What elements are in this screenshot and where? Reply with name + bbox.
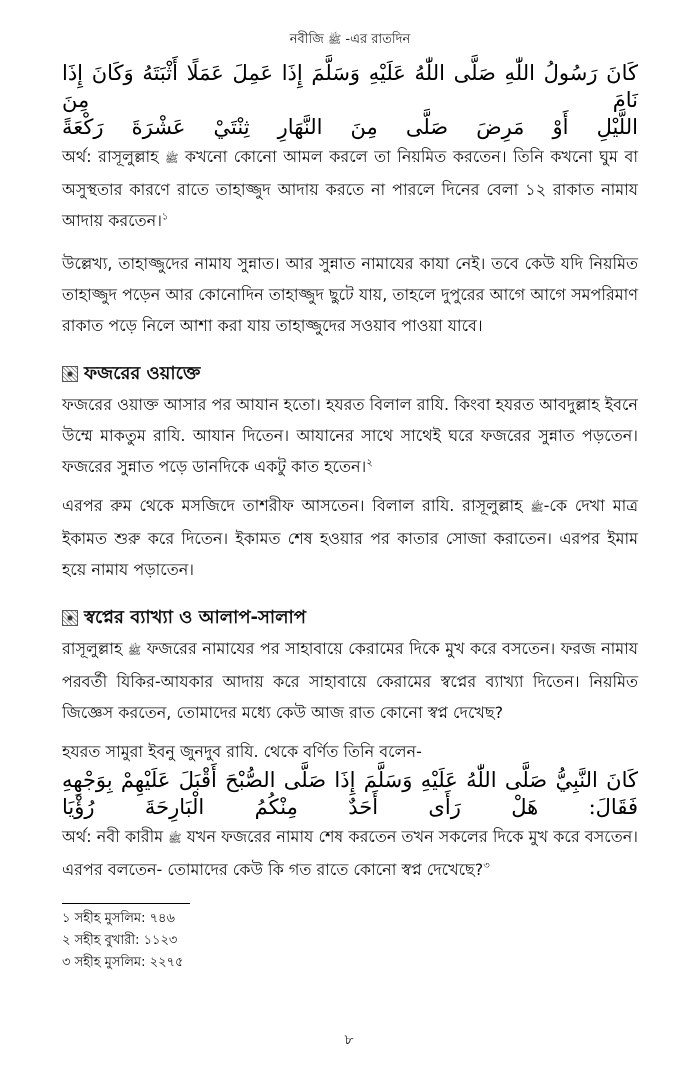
heading-text: ফজরের ওয়াক্তে	[84, 363, 201, 384]
arabic-hadith-1	[62, 60, 638, 141]
paragraph-fajr	[62, 389, 638, 482]
paragraph-note-tahajjud: উল্লেখ্য, তাহাজ্জুদের নামায সুন্নাত। আর সুন্নাত নামাযের কাযা নেই। তবে কেউ যদি নিয়মিত তাহাজ্জুদ পড়েন আর কোনোদিন তাহাজ্জুদ ছুটে যায়, তাহলে দুপুরের আগে আগে সমপরিমাণ রাকাত পড়ে নিলে আশা করা যায় তাহাজ্জুদের সওয়াব পাওয়া যাবে।	[62, 254, 638, 335]
text-run: কখনো কোনো আমল করলে তা নিয়মিত করতেন। তিনি কখনো ঘুম বা অসুস্থতার কারণে রাতে তাহাজ্জুদ আদায় করতে না পারলে দিনের বেলা ১২ রাকাত নামায আদায় করতেন।	[62, 147, 639, 230]
pbuh-symbol: ﷺ	[327, 33, 342, 46]
header-title-part1: নবীজি	[289, 32, 324, 47]
header-title-part2: -এর রাতদিন	[345, 32, 411, 47]
arabic-line: كَانَ رَسُولُ اللّٰهِ صَلَّى اللّٰهُ عَلَيْهِ وَسَلَّمَ إِذَا عَمِلَ عَمَلًا أَثْبَتَهُ وَكَانَ إِذَا نَامَ مِنَ	[62, 61, 638, 112]
arabic-hadith-2	[62, 767, 638, 821]
running-header	[62, 0, 638, 52]
footnote-marker: ৩	[483, 860, 490, 872]
paragraph-dreams	[62, 633, 638, 728]
text-run: অর্থ: রাসূলুল্লাহ	[62, 147, 159, 166]
footnote-item: ৩ সহীহ মুসলিম: ২২৭৫	[62, 955, 184, 970]
footnote-marker: ১	[161, 211, 169, 223]
footnotes	[62, 908, 638, 974]
text-run: যখন ফজরের নামায শেষ করতেন তখন সকলের দিকে মুখ করে বসতেন। এরপর বলতেন- তোমাদের কেউ কি গত রাতে কোনো স্বপ্ন দেখেছে?	[62, 827, 638, 879]
translation-paragraph-2	[62, 821, 638, 885]
footnote-item: ১ সহীহ মুসলিম: ৭৪৬	[62, 911, 175, 926]
pbuh-symbol: ﷺ	[127, 644, 142, 657]
footnote-divider	[62, 903, 190, 904]
arabic-line: اللَّيْلِ أَوْ مَرِضَ صَلَّى مِنَ النَّهَارِ ثِنْتَيْ عَشْرَةَ رَكْعَةً	[62, 115, 638, 139]
heading-text: স্বপ্নের ব্যাখ্যা ও আলাপ-সালাপ	[84, 607, 306, 628]
text-run: ফজরের ওয়াক্ত আসার পর আযান হতো। হযরত বিলাল রাযি. কিংবা হযরত আবদুল্লাহ ইবনে উম্মে মাকতুম রাযি. আযান দিতেন। আযানের সাথে সাথেই ঘরে ফজরের সুন্নাত পড়তেন। ফজরের সুন্নাত পড়ে ডানদিকে একটু কাত হতেন।	[62, 395, 638, 476]
pbuh-symbol: ﷺ	[165, 152, 179, 165]
pbuh-symbol: ﷺ	[168, 832, 182, 845]
footnote-marker: ২	[366, 457, 373, 469]
section-heading-dreams	[62, 603, 638, 633]
translation-paragraph-1	[62, 141, 638, 236]
paragraph-iqamat	[62, 490, 638, 585]
ornament-icon	[62, 610, 78, 626]
arabic-line: كَانَ النَّبِيُّ صَلَّى اللّٰهُ عَلَيْهِ وَسَلَّمَ إِذَا صَلَّى الصُّبْحَ أَقْبَلَ عَلَيْهِمْ بِوَجْهِهِ	[62, 768, 638, 792]
page-number: ৮	[344, 1032, 354, 1048]
text-run: অর্থ: নবী কারীম	[62, 827, 164, 846]
text-run: -কে দেখা মাত্র ইকামত শুরু করে দিতেন। ইকামত শেষ হওয়ার পর কাতার সোজা করাতেন। এরপর ইমাম হয়ে নামায পড়াতেন।	[62, 496, 638, 579]
paragraph-samura: হযরত সামুরা ইবনু জুনদুব রাযি. থেকে বর্ণিত তিনি বলেন-	[62, 742, 422, 761]
ornament-icon	[62, 366, 78, 382]
section-heading-fajr	[62, 359, 638, 389]
pbuh-symbol: ﷺ	[530, 501, 544, 514]
arabic-line: فَقَالَ: هَلْ رَأَى أَحَدٌ مِنْكُمُ الْبَارِحَةَ رُؤْيَا	[62, 795, 638, 819]
footnote-item: ২ সহীহ বুখারী: ১১২৩	[62, 933, 178, 948]
text-run: রাসূলুল্লাহ	[62, 639, 123, 658]
text-run: এরপর রুম থেকে মসজিদে তাশরীফ আসতেন। বিলাল রাযি. রাসূলুল্লাহ	[62, 496, 523, 515]
text-run: ফজরের নামাযের পর সাহাবায়ে কেরামের দিকে মুখ করে বসতেন। ফরজ নামায পরবর্তী যিকির-আযকার আদায় করে সাহাবায়ে কেরামের স্বপ্নের ব্যাখ্যা দিতেন। নিয়মিত জিজ্ঞেস করতেন, তোমাদের মধ্যে কেউ আজ রাত কোনো স্বপ্ন দেখেছ?	[62, 639, 639, 722]
